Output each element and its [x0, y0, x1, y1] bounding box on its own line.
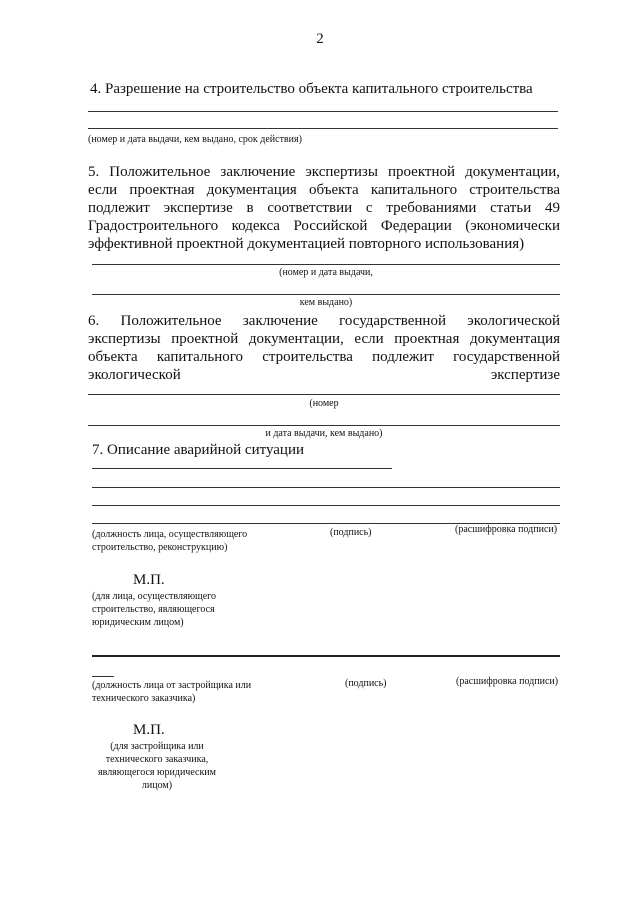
section4-line-2 [88, 128, 558, 129]
section6-last-line [88, 366, 560, 384]
section4-heading: 4. Разрешение на строительство объекта капитального строительства [90, 81, 533, 97]
signature2-short-line [92, 676, 114, 677]
section6-line: объекта капитального строительства подлежит государственной [88, 349, 560, 365]
signature2-stamp: М.П. [133, 722, 165, 738]
signature2-stamp-caption: (для застройщика или технического заказчика, являющегося юридическим лицом) [98, 741, 216, 791]
section6-caption-2: и дата выдачи, кем выдано) [265, 428, 383, 439]
signature2-line [92, 655, 560, 657]
section6-line: 6. Положительное заключение государственной экологической [88, 313, 560, 329]
signature1-stamp: М.П. [133, 572, 165, 588]
section5-paragraph [88, 163, 560, 253]
section6-last-right: экспертизе [490, 367, 560, 383]
section7-line-1 [92, 468, 392, 469]
section5-line: 5. Положительное заключение экспертизы проектной документации, [88, 164, 560, 180]
section5-caption-2: кем выдано) [299, 297, 353, 308]
section6-caption-1: (номер [309, 398, 339, 409]
section4-line-1 [88, 111, 558, 112]
signature2-signature-caption: (подпись) [345, 678, 387, 689]
section6-paragraph [88, 312, 560, 384]
signature1-stamp-caption: (для лица, осуществляющего строительство, являющегося юридическим лицом) [92, 591, 217, 628]
signature1-signature-caption: (подпись) [330, 527, 372, 538]
section6-last-left: экологической [88, 367, 181, 383]
section5-line: если проектная документация объекта капитального строительства [88, 182, 560, 198]
section6-line: экспертизы проектной документации, если проектная документация [88, 331, 560, 347]
section7-line-3 [92, 505, 560, 506]
section5-line: подлежит экспертизе в соответствии с требованиями статьи 49 [88, 200, 560, 216]
section7-line-2 [92, 487, 560, 488]
signature1-decoding-caption: (расшифровка подписи) [455, 524, 558, 535]
section5-caption-1: (номер и дата выдачи, [279, 267, 373, 278]
signature2-position-caption: (должность лица от застройщика или технического заказчика) [92, 680, 252, 704]
section5-line-b [92, 294, 560, 295]
section6-line-a [88, 394, 560, 395]
signature2-decoding-caption: (расшифровка подписи) [456, 676, 559, 687]
page-number: 2 [316, 31, 324, 47]
signature1-position-caption: (должность лица, осуществляющего строительство, реконструкцию) [92, 529, 248, 553]
section4-caption: (номер и дата выдачи, кем выдано, срок действия) [88, 134, 302, 145]
section7-heading: 7. Описание аварийной ситуации [92, 442, 304, 458]
section5-line: Градостроительного кодекса Российской Федерации (экономически [88, 218, 560, 234]
section5-line: эффективной проектной документацией повторного использования) [88, 236, 525, 252]
section6-line-b [88, 425, 560, 426]
section5-line-a [92, 264, 560, 265]
